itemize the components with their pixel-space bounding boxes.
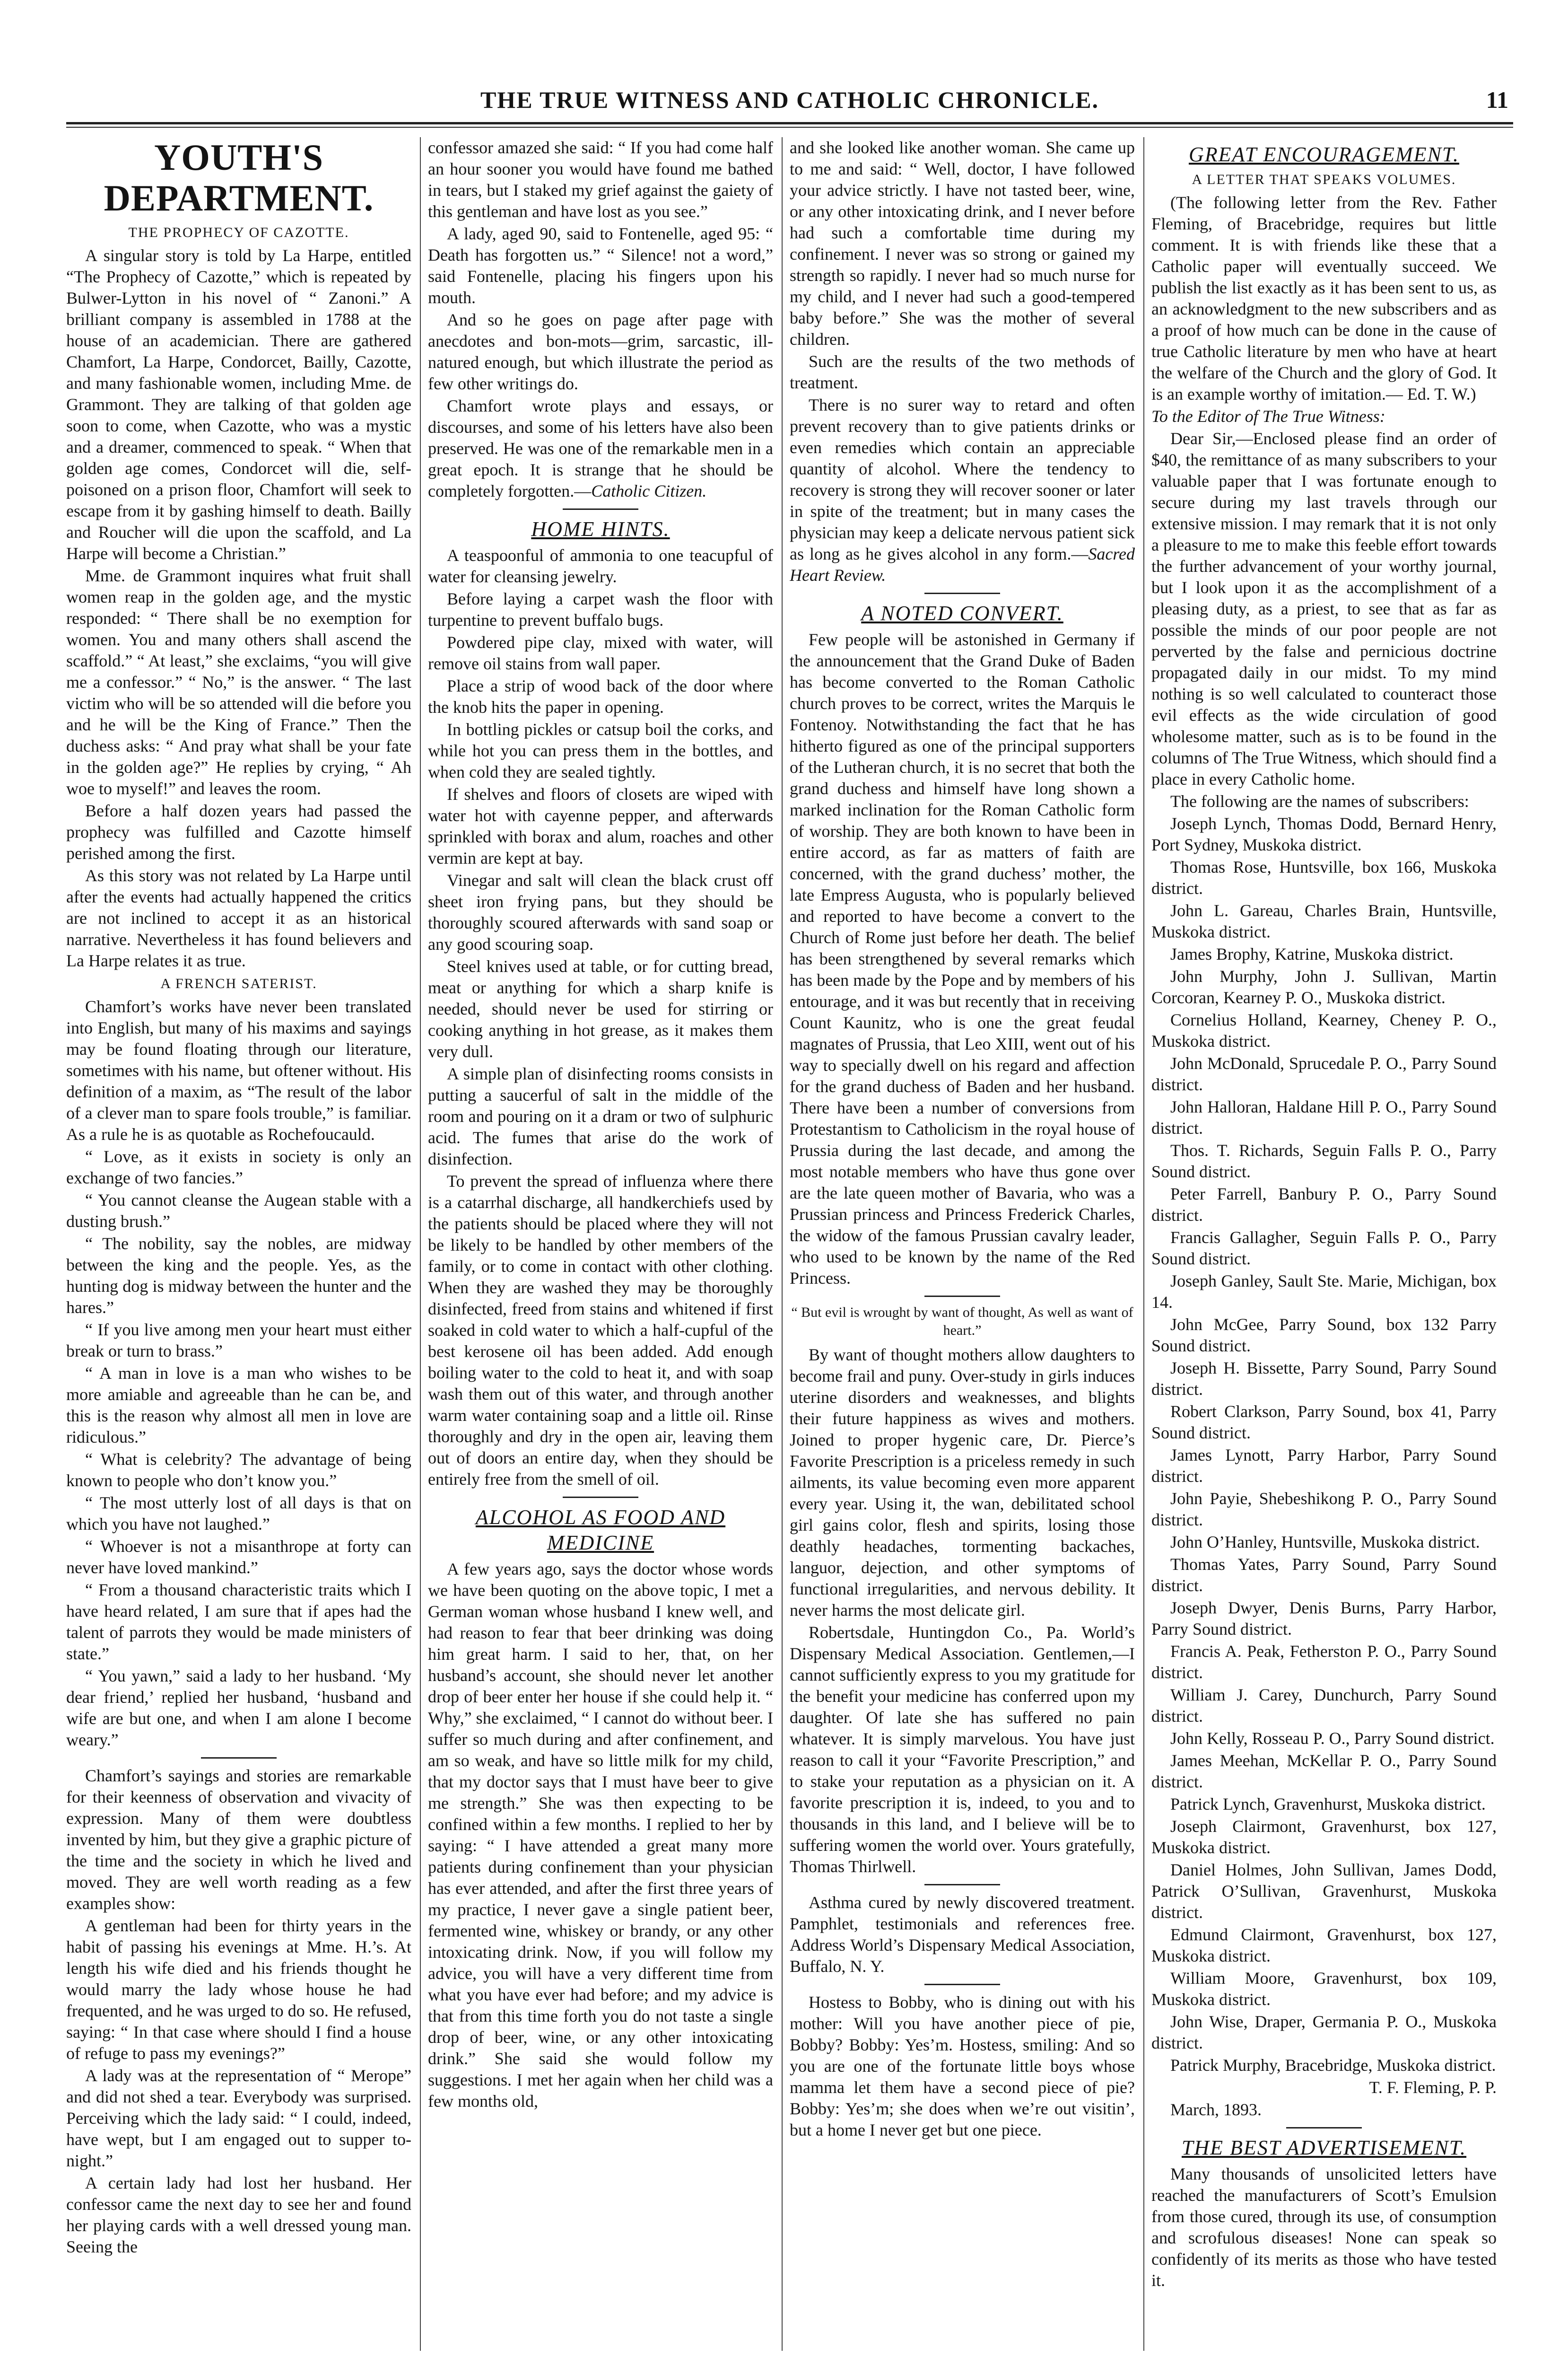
subscriber-entry: William Moore, Gravenhurst, box 109, Muskoka district. (1151, 1969, 1497, 2009)
column-youths-department (66, 137, 411, 2351)
header-rule-thin (66, 127, 1513, 128)
header-rule (66, 122, 1513, 124)
subscriber-entry: William J. Carey, Dunchurch, Parry Sound district. (1151, 1685, 1497, 1726)
paragraph: Chamfort’s works have never been translated into English, but many of his maxims and sayings may be found floating through our literature, sometimes with his name, but oftener without. His definition of a maxim, as “The result of the labor of a clever man to spare fools trouble,” is familiar. As a rule he is as quotable as Rochefoucauld. (66, 997, 411, 1144)
paragraph: Chamfort’s sayings and stories are remarkable for their keenness of observation and vivacity of expression. Many of them were doubtless invented by him, but they give a graphic picture of the time and the society in which he lived and moved. They are well worth reading as a few examples show: (66, 1766, 411, 1913)
subscriber-entry: Daniel Holmes, John Sullivan, James Dodd, Patrick O’Sullivan, Gravenhurst, Muskoka district. (1151, 1860, 1497, 1922)
subscriber-entry: Francis Gallagher, Seguin Falls P. O., Parry Sound district. (1151, 1228, 1497, 1268)
maxim: “ From a thousand characteristic traits which I have heard related, I am sure that if apes had the talent of parrots they would be made ministers of state.” (66, 1580, 411, 1663)
subscriber-entry: James Lynott, Parry Harbor, Parry Sound district. (1151, 1445, 1497, 1486)
maxim: “ If you live among men your heart must either break or turn to brass.” (66, 1320, 411, 1360)
paragraph: A few years ago, says the doctor whose words we have been quoting on the above topic, I met a German woman whose husband I knew well, and had reason to fear that beer drinking was doing him great harm. I said to her, that, on her husband’s account, she should never let another drop of beer enter her house if she could help it. “ Why,” she exclaimed, “ I cannot do without beer. I suffer so much during and after confinement, and am so weak, and have so little milk for my child, that my doctor says that I must have beer to give me strength.” She was then expecting to be confined within a few months. I replied to her by saying: “ I have attended a great many more patients during confinement than your physician has ever attended, and after the first three years of my practice, I never gave a single patient beer, fermented wine, whiskey or brandy, or any other intoxicating drink. Now, if you will follow my advice, you will have a very different time from what you have ever had before; and my advice is that from this time forth you do not taste a single drop of beer, wine, or any other intoxicating drink.” She said she would follow my suggestions. I met her again when her child was a few months old, (428, 1559, 773, 2111)
subscriber-entry: John L. Gareau, Charles Brain, Huntsville, Muskoka district. (1151, 901, 1497, 941)
maxim: “ You cannot cleanse the Augean stable with a dusting brush.” (66, 1191, 411, 1231)
hint: Place a strip of wood back of the door where the knob hits the paper in opening. (428, 676, 773, 717)
subscriber-entry: Francis A. Peak, Fetherston P. O., Parry Sound district. (1151, 1642, 1497, 1682)
maxim: “ The most utterly lost of all days is that on which you have not laughed.” (66, 1493, 411, 1533)
maxim: “ The nobility, say the nobles, are midway between the king and the people. Yes, as the hunting dog is midway between the hunter and the hares.” (66, 1234, 411, 1317)
hint: In bottling pickles or catsup boil the corks, and while hot you can press them in the bottles, and when cold they are sealed tightly. (428, 720, 773, 781)
subscriber-entry: Patrick Murphy, Bracebridge, Muskoka district. (1170, 2056, 1496, 2075)
subscriber-entry: James Brophy, Katrine, Muskoka district. (1170, 945, 1454, 964)
subscriber-entry: Joseph H. Bissette, Parry Sound, Parry Sound district. (1151, 1358, 1497, 1399)
section-heading-home-hints: HOME HINTS. (531, 517, 670, 541)
section-heading-youths-department: YOUTH'S DEPARTMENT. (104, 137, 374, 219)
subscriber-entry: Thomas Yates, Parry Sound, Parry Sound district. (1151, 1555, 1497, 1595)
subscriber-entry: Cornelius Holland, Kearney, Cheney P. O., Muskoka district. (1151, 1010, 1497, 1051)
paragraph: As this story was not related by La Harpe until after the events had actually happened the critics are not inclined to accept it as an historical narrative. Nevertheless it has found believers and La Harpe relates it as true. (66, 866, 411, 970)
paragraph: Robertsdale, Huntingdon Co., Pa. World’s Dispensary Medical Association. Gentlemen,—I cannot sufficiently express to you my gratitude for the benefit your medicine has conferred upon my daughter. Of late she has suffered no pain whatever. It is simply marvelous. You have just reason to call it your “Favorite Prescription,” and to stake your reputation as a physician on it. A favorite prescription it is, indeed, to you and to thousands in this land, and I believe will be to suffering women the world over. Yours gratefully, Thomas Thirlwell. (790, 1623, 1135, 1876)
paragraph: and she looked like another woman. She came up to me and said: “ Well, doctor, I have followed your advice strictly. I have not tasted beer, wine, or any other intoxicating drink, and I never before had such a comfortable time during my confinement. I never was so strong or gained my strength so rapidly. I never had so much nurse for my child, and I never had such a good-tempered baby before.” She was the mother of several children. (790, 138, 1135, 349)
maxim: “ You yawn,” said a lady to her husband. ‘My dear friend,’ replied her husband, ‘husband and wife are but one, and when I am alone I become weary.” (66, 1666, 411, 1749)
section-heading-alcohol: ALCOHOL AS FOOD AND MEDICINE (475, 1506, 726, 1554)
subscriber-entry: Thos. T. Richards, Seguin Falls P. O., Parry Sound district. (1151, 1141, 1497, 1181)
paragraph: And so he goes on page after page with anecdotes and bon-mots—grim, sarcastic, ill-natured enough, but which illustrate the period as few other writings do. (428, 310, 773, 393)
subscriber-entry: Edmund Clairmont, Gravenhurst, box 127, Muskoka district. (1151, 1925, 1497, 1965)
maxim: “ What is celebrity? The advantage of being known to people who don’t know you.” (66, 1450, 411, 1490)
subscriber-entry: John Halloran, Haldane Hill P. O., Parry Sound district. (1151, 1097, 1497, 1138)
subscriber-entry: Joseph Lynch, Thomas Dodd, Bernard Henry, Port Sydney, Muskoka district. (1151, 814, 1497, 854)
section-heading-best-advertisement: THE BEST ADVERTISEMENT. (1181, 2136, 1467, 2159)
hint: Powdered pipe clay, mixed with water, will remove oil stains from wall paper. (428, 633, 773, 673)
paragraph: A gentleman had been for thirty years in the habit of passing his evenings at Mme. H.’s. At length his wife died and his friends thought he would marry the lady whose house he had frequented, and he was urged to do so. He refused, saying: “ In that case where should I find a house of refuge to pass my evenings?” (66, 1916, 411, 2063)
subscriber-list (1151, 813, 1497, 2076)
subscriber-entry: Peter Farrell, Banbury P. O., Parry Sound district. (1151, 1184, 1497, 1225)
subscriber-entry: James Meehan, McKellar P. O., Parry Sound district. (1151, 1751, 1497, 1791)
section-divider (924, 1984, 1000, 1985)
paragraph: A certain lady had lost her husband. Her confessor came the next day to see her and found her playing cards with a well dressed young man. Seeing the (66, 2173, 411, 2256)
paragraph: The following are the names of subscribers: (1170, 792, 1469, 811)
section-divider (563, 508, 638, 510)
subscriber-entry: Patrick Lynch, Gravenhurst, Muskoka district. (1170, 1795, 1486, 1813)
section-divider (924, 1884, 1000, 1885)
section-divider (924, 1296, 1000, 1297)
column-noted-convert (790, 137, 1135, 2351)
paragraph: Mme. de Grammont inquires what fruit shall women reap in the golden age, and the mystic responded: “ There shall be no exemption for women. You and many others shall ascend the scaffold.” “ At least,” she exclaims, “you will give me a confessor.” “ No,” is the answer. “ The last victim who will be so attended will die before you and he will be the King of France.” Then the duchess asks: “ And pray what shall be your fate in the golden age?” He replies by crying, “ Ah woe to myself!” and leaves the room. (66, 566, 411, 798)
hint: Before laying a carpet wash the floor with turpentine to prevent buffalo bugs. (428, 589, 773, 630)
paragraph: By want of thought mothers allow daughters to become frail and puny. Over-study in girls induces uterine disorders and weaknesses, and blights their future happiness as wives and mothers. Joined to proper hygenic care, Dr. Pierce’s Favorite Prescription is a priceless remedy in such ailments, its value becoming even more apparent every year. Using it, the wan, debilitated school girl gains color, flesh and spirits, losing those deathly headaches, tormenting backaches, languor, dejection, and other symptoms of functional irregularities, and nervous debility. It never harms the most delicate girl. (790, 1345, 1135, 1620)
anecdote: Hostess to Bobby, who is dining out with his mother: Will you have another piece of pie, Bobby? Bobby: Yes’m. Hostess, smiling: And so you are one of the fortunate little boys whose mamma let them have a second piece of pie? Bobby: Yes’m; she does when we’re out visitin’, but a home I never get but one piece. (790, 1993, 1135, 2139)
advertisement: Asthma cured by newly discovered treatment. Pamphlet, testimonials and references free. Address World’s Dispensary Medical Association, Buffalo, N. Y. (790, 1893, 1135, 1976)
section-heading-noted-convert: A NOTED CONVERT. (861, 602, 1063, 625)
column-separator (420, 137, 421, 2351)
subscriber-entry: John Murphy, John J. Sullivan, Martin Corcoran, Kearney P. O., Muskoka district. (1151, 967, 1497, 1007)
page-number: 11 (1486, 87, 1508, 113)
paragraph (790, 394, 1135, 586)
subscriber-entry: Joseph Ganley, Sault Ste. Marie, Michigan, box 14. (1151, 1271, 1497, 1312)
column-separator (1143, 137, 1144, 2351)
column-home-hints (428, 137, 773, 2351)
newspaper-title: THE TRUE WITNESS AND CATHOLIC CHRONICLE. (480, 87, 1099, 113)
paragraph: Few people will be astonished in Germany if the announcement that the Grand Duke of Baden has become converted to the Roman Catholic church proves to be correct, writes the Marquis le Fontenoy. Notwithstanding the fact that he has hitherto figured as one of the principal supporters of the Lutheran church, it is no secret that both the grand duchess and himself have long shown a marked inclination for the Roman Catholic form of worship. They are both known to have been in entire accord, as far as matters of faith are concerned, with the grand duchess’ mother, the late Empress Augusta, who is popularly believed and reported to have become a convert to the Church of Rome just before her death. The belief has been strengthened by several remarks which has been made by the Pope and by members of his entourage, and it was but recently that in receiving Count Kaunitz, who is one the great feudal magnates of Prussia, that Leo XIII, went out of his way to specially dwell on his regard and affection for the grand duchess of Baden and her husband. There have been a number of conversions from Protestantism to Catholicism in the royal house of Prussia during the last decade, and among the most notable members who have thus gone over are the late queen mother of Bavaria, who was a Prussian princess and Princess Frederick Charles, the widow of the famous Prussian cavalry leader, who used to be known by the name of the Red Princess. (790, 630, 1135, 1288)
column-great-encouragement (1151, 137, 1497, 2351)
paragraph: A lady was at the representation of “ Merope” and did not shed a tear. Everybody was surprised. Perceiving which the lady said: “ I could, indeed, have wept, but I am engaged out to supper to-night.” (66, 2066, 411, 2170)
salutation: To the Editor of The True Witness: (1151, 407, 1385, 426)
section-divider (201, 1757, 277, 1759)
hint: A teaspoonful of ammonia to one teacupful of water for cleansing jewelry. (428, 546, 773, 586)
paragraph-text: There is no surer way to retard and often prevent recovery than to give patients drinks or even remedies which contain an appreciable quantity of alcohol. Where the tendency to recovery is strong they will recover sooner or later in spite of the treatment; but in many cases the physician may keep a delicate nervous patient sick as long as he gives alcohol in any form.— (790, 395, 1135, 563)
paragraph: confessor amazed she said: “ If you had come half an hour sooner you would have found me bathed in tears, but I staked my grief against the gaiety of this gentleman and have lost as you see.” (428, 138, 773, 221)
subscriber-entry: Thomas Rose, Huntsville, box 166, Muskoka district. (1151, 858, 1497, 898)
paragraph: Before a half dozen years had passed the prophecy was fulfilled and Cazotte himself perished among the first. (66, 801, 411, 863)
source-citation: Sacred Heart Review. (790, 544, 1135, 585)
maxim: “ Love, as it exists in society is only an exchange of two fancies.” (66, 1147, 411, 1187)
subscriber-entry: John McDonald, Sprucedale P. O., Parry Sound district. (1151, 1054, 1497, 1094)
column-separator (782, 137, 783, 2351)
paragraph: Many thousands of unsolicited letters have reached the manufacturers of Scott’s Emulsion from those cured, through its use, of consumption and scrofulous diseases! None can speak so confidently of its merits as those who have tested it. (1151, 2164, 1497, 2290)
hint: Vinegar and salt will clean the black crust off sheet iron frying pans, but they should be thoroughly scoured afterwards with sand soap or any good scouring soap. (428, 871, 773, 954)
verse-quote: “ But evil is wrought by want of thought, As well as want of heart.” (791, 1305, 1133, 1338)
section-divider (1286, 2127, 1362, 2128)
source-citation: Catholic Citizen. (591, 482, 707, 500)
subscriber-entry: Robert Clarkson, Parry Sound, box 41, Parry Sound district. (1151, 1402, 1497, 1442)
paragraph: (The following letter from the Rev. Father Fleming, of Bracebridge, requires but little comment. It is with friends like these that a Catholic paper will eventually succeed. We publish the list exactly as it has been sent to us, as an acknowledgment to the new subscribers and as a proof of how much can be done in the cause of true Catholic literature by men who have at heart the welfare of the Church and the glory of God. It is an example worthy of imitation.— Ed. T. W.) (1151, 193, 1497, 403)
hint: If shelves and floors of closets are wiped with water hot with cayenne pepper, and afterwards sprinkled with borax and alum, roaches and other vermin are kept at bay. (428, 785, 773, 867)
paragraph (428, 395, 773, 502)
page-header (66, 76, 1513, 118)
subscriber-entry: John Payie, Shebeshikong P. O., Parry Sound district. (1151, 1489, 1497, 1529)
hint: A simple plan of disinfecting rooms consists in putting a saucerful of salt in the middle of the room and pouring on it a dram or two of sulphuric acid. The fumes that arise do the work of disinfection. (428, 1064, 773, 1168)
letter-body: Dear Sir,—Enclosed please find an order of $40, the remittance of as many subscribers to your valuable paper that I was fortunate enough to secure during my last travels through our extensive mission. I may remark that it is not only a pleasure to me to make this feeble effort towards the further advancement of your worthy journal, but I look upon it as the accomplishment of a pleasing duty, as a priest, to see that as far as possible the minds of our poor people are not perverted by the false and pernicious doctrine propagated daily in our midst. To my mind nothing is so well calculated to counteract those evil effects as the wide circulation of good wholesome matter, such as is to be found in the columns of The True Witness, which should find a place in every Catholic home. (1151, 429, 1497, 788)
hint: Steel knives used at table, or for cutting bread, meat or anything for which a sharp knife is needed, should never be used for stirring or cooking anything in hot grease, as it makes them very dull. (428, 957, 773, 1061)
maxim: “ Whoever is not a misanthrope at forty can never have loved mankind.” (66, 1537, 411, 1577)
paragraph-text: Chamfort wrote plays and essays, or discourses, and some of his letters have also been preserved. He was one of the remarkable men in a great epoch. It is strange that he should be completely forgotten.— (428, 396, 773, 500)
subscriber-entry: Joseph Clairmont, Gravenhurst, box 127, Muskoka district. (1151, 1817, 1497, 1857)
section-divider (924, 593, 1000, 594)
subheading-french-saterist: A FRENCH SATERIST. (160, 976, 317, 991)
paragraph: A lady, aged 90, said to Fontenelle, aged 95: “ Death has forgotten us.” “ Silence! not a word,” said Fontenelle, placing his fingers upon his mouth. (428, 224, 773, 307)
hint: To prevent the spread of influenza where there is a catarrhal discharge, all handkerchiefs used by the patients should be placed where they will not be likely to be handled by other members of the family, or to come in contact with other clothing. When they are washed they may be thoroughly disinfected, freed from stains and whitened if first soaked in cold water to which a half-cupful of the best kerosene oil has been added. Add enough boiling water to the cold to heat it, and with soap wash them out of this water, and through another warm water containing soap and a little oil. Rinse thoroughly and dry in the open air, leaving them out of doors an entire day, when they should be entirely free from the smell of oil. (428, 1172, 773, 1489)
subheading-letter: A LETTER THAT SPEAKS VOLUMES. (1192, 172, 1456, 187)
subscriber-entry: John O’Hanley, Huntsville, Muskoka district. (1170, 1533, 1480, 1551)
paragraph: A singular story is told by La Harpe, entitled “The Prophecy of Cazotte,” which is repeated by Bulwer-Lytton in his novel of “ Zanoni.” A brilliant company is assembled in 1788 at the house of an academician. There are gathered Chamfort, La Harpe, Condorcet, Bailly, Cazotte, and many fashionable women, including Mme. de Grammont. They are talking of that golden age soon to come, when Cazotte, who was a mystic and a dreamer, commenced to speak. “ When that golden age comes, Condorcet will die, self-poisoned on a prison floor, Chamfort will seek to escape from it by gashing himself to death. Bailly and Roucher will die upon the scaffold, and La Harpe will become a Christian.” (66, 246, 411, 563)
subscriber-entry: John McGee, Parry Sound, box 132 Parry Sound district. (1151, 1315, 1497, 1355)
subscriber-entry: John Wise, Draper, Germania P. O., Muskoka district. (1151, 2012, 1497, 2052)
subscriber-entry: Joseph Dwyer, Denis Burns, Parry Harbor, Parry Sound district. (1151, 1598, 1497, 1638)
signature: T. F. Fleming, P. P. (1369, 2078, 1497, 2097)
section-divider (563, 1497, 638, 1498)
section-heading-great-encouragement: GREAT ENCOURAGEMENT. (1188, 143, 1460, 166)
subheading-prophecy-of-cazotte: THE PROPHECY OF CAZOTTE. (128, 225, 349, 240)
subscriber-entry: John Kelly, Rosseau P. O., Parry Sound district. (1170, 1729, 1495, 1748)
maxim: “ A man in love is a man who wishes to be more amiable and agreeable than he can be, and this is the reason why almost all men in love are ridiculous.” (66, 1364, 411, 1446)
date-line: March, 1893. (1170, 2100, 1262, 2119)
paragraph: Such are the results of the two methods of treatment. (790, 352, 1135, 392)
